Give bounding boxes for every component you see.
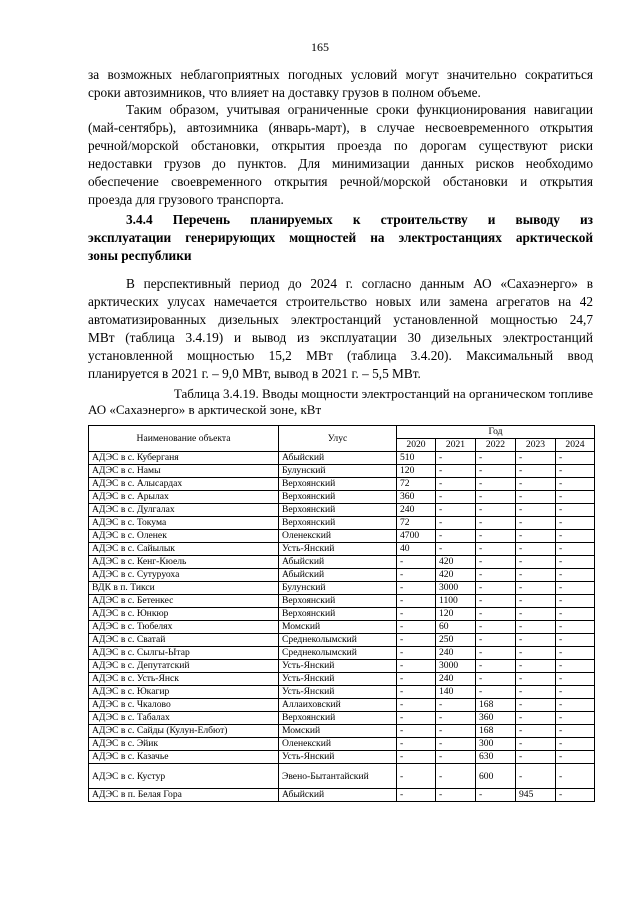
value-cell: 600 <box>476 764 516 789</box>
text-line: за возможных неблагоприятных погодных условий могут значительно сократиться <box>88 67 593 82</box>
table-row <box>89 621 595 634</box>
value-cell: - <box>436 478 476 491</box>
value-cell: - <box>516 673 556 686</box>
ulus-cell: Оленекский <box>279 530 397 543</box>
table-row <box>89 543 595 556</box>
value-cell: - <box>436 530 476 543</box>
value-cell: - <box>516 751 556 764</box>
value-cell: - <box>397 738 436 751</box>
header-ulus: Улус <box>279 426 397 452</box>
object-cell: АДЭС в с. Эйик <box>89 738 279 751</box>
value-cell: - <box>397 673 436 686</box>
value-cell: - <box>397 789 436 802</box>
value-cell: 60 <box>436 621 476 634</box>
text-line: обеспечение своевременного открытия речной/морской обстановки и открытия <box>88 174 593 189</box>
ulus-cell: Усть-Янский <box>279 673 397 686</box>
value-cell: - <box>476 647 516 660</box>
value-cell: - <box>397 751 436 764</box>
heading-line: эксплуатации генерирующих мощностей на электростанциях арктической <box>88 230 593 245</box>
table-row <box>89 738 595 751</box>
value-cell: - <box>556 660 595 673</box>
value-cell: - <box>516 491 556 504</box>
value-cell: - <box>516 530 556 543</box>
table-row <box>89 530 595 543</box>
value-cell: 40 <box>397 543 436 556</box>
value-cell: - <box>476 686 516 699</box>
value-cell: - <box>397 582 436 595</box>
table-row <box>89 569 595 582</box>
text-line: речной/морской обстановки, открытия проезда по дорогам существуют риски <box>88 138 593 153</box>
value-cell: - <box>436 504 476 517</box>
value-cell: - <box>516 725 556 738</box>
text-line: арктических улусах намечается строительство новых или замена агрегатов на 42 <box>88 294 593 309</box>
table-row <box>89 517 595 530</box>
object-cell: АДЭС в с. Куберганя <box>89 452 279 465</box>
value-cell: 250 <box>436 634 476 647</box>
value-cell: - <box>556 478 595 491</box>
text-line: установленной мощностью 15,2 МВт (таблица 3.4.20). Максимальный ввод <box>88 348 593 363</box>
header-year: Год <box>397 426 595 439</box>
value-cell: - <box>436 712 476 725</box>
table-row <box>89 608 595 621</box>
value-cell: - <box>556 465 595 478</box>
value-cell: - <box>516 699 556 712</box>
value-cell: - <box>476 543 516 556</box>
ulus-cell: Аллаиховский <box>279 699 397 712</box>
object-cell: АДЭС в с. Кенг-Кюель <box>89 556 279 569</box>
value-cell: 510 <box>397 452 436 465</box>
ulus-cell: Абыйский <box>279 789 397 802</box>
value-cell: - <box>397 621 436 634</box>
ulus-cell: Булунский <box>279 465 397 478</box>
value-cell: 630 <box>476 751 516 764</box>
heading-line: 3.4.4 Перечень планируемых к строительству и выводу из <box>126 212 593 227</box>
value-cell: - <box>397 569 436 582</box>
header-year-2021: 2021 <box>436 439 476 452</box>
ulus-cell: Абыйский <box>279 569 397 582</box>
value-cell: - <box>476 517 516 530</box>
value-cell: - <box>397 699 436 712</box>
heading-line: зоны республики <box>88 248 192 263</box>
value-cell: - <box>436 517 476 530</box>
value-cell: - <box>556 751 595 764</box>
ulus-cell: Верхоянский <box>279 504 397 517</box>
page-number: 165 <box>311 40 329 54</box>
object-cell: АДЭС в с. Юкагир <box>89 686 279 699</box>
value-cell: - <box>476 491 516 504</box>
value-cell: - <box>397 634 436 647</box>
value-cell: 72 <box>397 478 436 491</box>
value-cell: - <box>436 452 476 465</box>
value-cell: - <box>516 712 556 725</box>
table-row <box>89 595 595 608</box>
text-line: планируется в 2021 г. – 9,0 МВт, вывод в 2021 г. – 5,5 МВт. <box>88 366 421 381</box>
object-cell: АДЭС в с. Чкалово <box>89 699 279 712</box>
ulus-cell: Верхоянский <box>279 608 397 621</box>
value-cell: - <box>556 452 595 465</box>
value-cell: - <box>556 608 595 621</box>
object-cell: АДЭС в с. Табалах <box>89 712 279 725</box>
value-cell: - <box>516 465 556 478</box>
value-cell: - <box>397 686 436 699</box>
value-cell: 168 <box>476 699 516 712</box>
value-cell: - <box>516 595 556 608</box>
text-line: (май-сентябрь), автозимника (январь-март), в случае несвоевременного открытия <box>88 120 593 135</box>
table-row <box>89 660 595 673</box>
value-cell: - <box>516 569 556 582</box>
value-cell: 300 <box>476 738 516 751</box>
value-cell: - <box>556 699 595 712</box>
paragraph-3 <box>88 275 593 383</box>
object-cell: АДЭС в с. Кустур <box>89 764 279 789</box>
value-cell: - <box>476 595 516 608</box>
value-cell: - <box>476 465 516 478</box>
value-cell: - <box>397 608 436 621</box>
value-cell: 240 <box>436 673 476 686</box>
value-cell: 1100 <box>436 595 476 608</box>
ulus-cell: Момский <box>279 725 397 738</box>
object-cell: АДЭС в с. Сайды (Кулун-Елбют) <box>89 725 279 738</box>
value-cell: - <box>436 543 476 556</box>
value-cell: - <box>476 530 516 543</box>
value-cell: - <box>556 582 595 595</box>
value-cell: - <box>397 647 436 660</box>
value-cell: - <box>516 608 556 621</box>
value-cell: - <box>556 621 595 634</box>
value-cell: - <box>516 686 556 699</box>
value-cell: 240 <box>397 504 436 517</box>
object-cell: АДЭС в с. Оленек <box>89 530 279 543</box>
value-cell: - <box>397 712 436 725</box>
object-cell: АДЭС в с. Тюбелях <box>89 621 279 634</box>
value-cell: - <box>476 504 516 517</box>
table-row <box>89 491 595 504</box>
table-row <box>89 504 595 517</box>
table-row <box>89 634 595 647</box>
value-cell: - <box>436 738 476 751</box>
value-cell: - <box>436 751 476 764</box>
value-cell: - <box>516 504 556 517</box>
value-cell: - <box>397 556 436 569</box>
value-cell: - <box>556 673 595 686</box>
value-cell: - <box>476 789 516 802</box>
value-cell: - <box>556 543 595 556</box>
object-cell: АДЭС в с. Арылах <box>89 491 279 504</box>
text-line: проезда для грузового транспорта. <box>88 192 284 207</box>
object-cell: АДЭС в с. Сватай <box>89 634 279 647</box>
value-cell: 120 <box>397 465 436 478</box>
table-row <box>89 699 595 712</box>
value-cell: 3000 <box>436 660 476 673</box>
value-cell: 420 <box>436 556 476 569</box>
value-cell: - <box>476 452 516 465</box>
ulus-cell: Верхоянский <box>279 517 397 530</box>
value-cell: - <box>436 699 476 712</box>
value-cell: - <box>476 608 516 621</box>
power-plants-table <box>88 425 595 802</box>
object-cell: АДЭС в с. Сылгы-Ытар <box>89 647 279 660</box>
table-row <box>89 673 595 686</box>
ulus-cell: Абыйский <box>279 452 397 465</box>
value-cell: - <box>556 764 595 789</box>
table-caption <box>88 386 593 418</box>
value-cell: - <box>556 530 595 543</box>
text-line: В перспективный период до 2024 г. согласно данным АО «Сахаэнерго» в <box>126 276 593 291</box>
value-cell: - <box>556 556 595 569</box>
ulus-cell: Верхоянский <box>279 595 397 608</box>
value-cell: 168 <box>476 725 516 738</box>
table-row <box>89 647 595 660</box>
value-cell: 140 <box>436 686 476 699</box>
value-cell: - <box>436 789 476 802</box>
value-cell: - <box>516 543 556 556</box>
object-cell: АДЭС в с. Бетенкес <box>89 595 279 608</box>
header-year-2022: 2022 <box>476 439 516 452</box>
table-row <box>89 582 595 595</box>
paragraph-2 <box>88 101 593 209</box>
ulus-cell: Усть-Янский <box>279 543 397 556</box>
value-cell: - <box>556 595 595 608</box>
value-cell: - <box>397 595 436 608</box>
text-line: автоматизированных дизельных электростанций установленной мощностью 24,7 <box>88 312 593 327</box>
object-cell: АДЭС в с. Усть-Янск <box>89 673 279 686</box>
object-cell: АДЭС в с. Намы <box>89 465 279 478</box>
value-cell: - <box>397 660 436 673</box>
ulus-cell: Абыйский <box>279 556 397 569</box>
ulus-cell: Усть-Янский <box>279 751 397 764</box>
value-cell: 420 <box>436 569 476 582</box>
ulus-cell: Усть-Янский <box>279 660 397 673</box>
text-line: недоставки грузов до пунктов. Для минимизации данных рисков необходимо <box>88 156 593 171</box>
table-row <box>89 465 595 478</box>
object-cell: АДЭС в с. Сутуруоха <box>89 569 279 582</box>
object-cell: АДЭС в с. Депутатский <box>89 660 279 673</box>
value-cell: - <box>516 582 556 595</box>
value-cell: - <box>476 569 516 582</box>
object-cell: АДЭС в с. Токума <box>89 517 279 530</box>
table-row <box>89 764 595 789</box>
value-cell: - <box>436 465 476 478</box>
object-cell: АДЭС в с. Сайылык <box>89 543 279 556</box>
value-cell: - <box>516 452 556 465</box>
table-row <box>89 751 595 764</box>
ulus-cell: Среднеколымский <box>279 647 397 660</box>
object-cell: АДЭС в п. Белая Гора <box>89 789 279 802</box>
text-line: Таким образом, учитывая ограниченные сроки функционирования навигации <box>126 102 593 117</box>
table-row <box>89 686 595 699</box>
value-cell: - <box>556 504 595 517</box>
ulus-cell: Эвено-Бытантайский <box>279 764 397 789</box>
value-cell: - <box>556 712 595 725</box>
value-cell: - <box>436 764 476 789</box>
value-cell: - <box>556 789 595 802</box>
text-line: сроки автозимников, что влияет на доставку грузов в полном объеме. <box>88 85 481 100</box>
caption-line: Таблица 3.4.19. Вводы мощности электростанций на органическом топливе <box>173 386 593 401</box>
text-line: МВт (таблица 3.4.19) и вывод из эксплуатации 30 дизельных электростанций <box>88 330 593 345</box>
ulus-cell: Усть-Янский <box>279 686 397 699</box>
value-cell: - <box>556 569 595 582</box>
value-cell: - <box>476 673 516 686</box>
ulus-cell: Верхоянский <box>279 491 397 504</box>
value-cell: - <box>516 621 556 634</box>
value-cell: - <box>436 491 476 504</box>
table-row <box>89 725 595 738</box>
value-cell: - <box>556 725 595 738</box>
section-heading <box>88 211 593 265</box>
value-cell: - <box>516 634 556 647</box>
value-cell: - <box>516 738 556 751</box>
ulus-cell: Оленекский <box>279 738 397 751</box>
header-year-2023: 2023 <box>516 439 556 452</box>
table-body <box>89 452 595 802</box>
value-cell: - <box>556 738 595 751</box>
value-cell: - <box>556 634 595 647</box>
ulus-cell: Верхоянский <box>279 478 397 491</box>
value-cell: 945 <box>516 789 556 802</box>
table-row <box>89 478 595 491</box>
table-row <box>89 712 595 725</box>
value-cell: 72 <box>397 517 436 530</box>
value-cell: 360 <box>476 712 516 725</box>
ulus-cell: Среднеколымский <box>279 634 397 647</box>
paragraph-1 <box>88 66 593 102</box>
table-row <box>89 789 595 802</box>
value-cell: - <box>516 517 556 530</box>
value-cell: - <box>436 725 476 738</box>
value-cell: - <box>516 660 556 673</box>
value-cell: - <box>516 556 556 569</box>
ulus-cell: Верхоянский <box>279 712 397 725</box>
value-cell: - <box>476 582 516 595</box>
value-cell: - <box>556 491 595 504</box>
value-cell: - <box>556 647 595 660</box>
header-object: Наименование объекта <box>89 426 279 452</box>
object-cell: АДЭС в с. Юнкюр <box>89 608 279 621</box>
header-year-2024: 2024 <box>556 439 595 452</box>
value-cell: - <box>516 647 556 660</box>
caption-line: АО «Сахаэнерго» в арктической зоне, кВт <box>88 402 322 417</box>
object-cell: АДЭС в с. Алысардах <box>89 478 279 491</box>
object-cell: ВДК в п. Тикси <box>89 582 279 595</box>
ulus-cell: Булунский <box>279 582 397 595</box>
table-row <box>89 452 595 465</box>
value-cell: - <box>476 621 516 634</box>
value-cell: - <box>556 517 595 530</box>
value-cell: - <box>476 556 516 569</box>
value-cell: 120 <box>436 608 476 621</box>
value-cell: - <box>476 634 516 647</box>
value-cell: - <box>476 478 516 491</box>
table-row <box>89 556 595 569</box>
value-cell: 3000 <box>436 582 476 595</box>
value-cell: 4700 <box>397 530 436 543</box>
object-cell: АДЭС в с. Казачье <box>89 751 279 764</box>
value-cell: - <box>556 686 595 699</box>
value-cell: 360 <box>397 491 436 504</box>
value-cell: - <box>516 478 556 491</box>
value-cell: - <box>397 725 436 738</box>
header-year-2020: 2020 <box>397 439 436 452</box>
value-cell: - <box>516 764 556 789</box>
value-cell: 240 <box>436 647 476 660</box>
value-cell: - <box>397 764 436 789</box>
value-cell: - <box>476 660 516 673</box>
ulus-cell: Момский <box>279 621 397 634</box>
object-cell: АДЭС в с. Дулгалах <box>89 504 279 517</box>
